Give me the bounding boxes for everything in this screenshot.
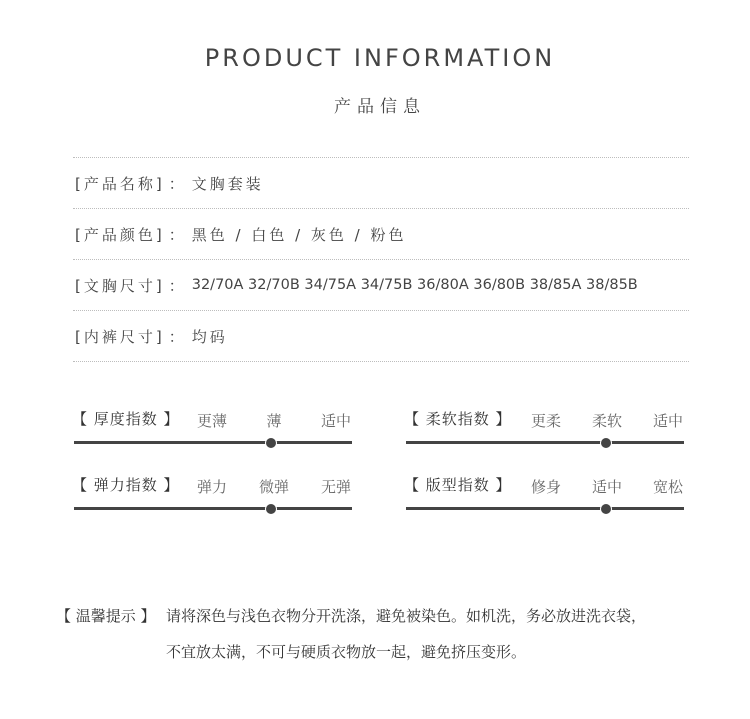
gauge-track (74, 507, 352, 510)
title-chinese: 产品信息 (334, 97, 426, 117)
gauge-marker (600, 437, 612, 449)
info-value: 黑色 / 白色 / 灰色 / 粉色 (191, 225, 407, 244)
gauge-option: 修身 (530, 478, 562, 496)
info-row-bra-size (73, 259, 689, 310)
gauge-label: 【 版型指数 】 (404, 476, 512, 494)
info-label: [文胸尺寸] (75, 276, 165, 295)
info-row-name (73, 157, 689, 208)
notice-label: 【 温馨提示 】 (56, 607, 156, 625)
gauge-fit (404, 474, 684, 534)
gauge-label: 【 厚度指数 】 (72, 410, 180, 428)
notice-line-1: 请将深色与浅色衣物分开洗涤，避免被染色。如机洗，务必放进洗衣袋， (166, 607, 647, 625)
notice-line-2: 不宜放太满，不可与硬质衣物放一起，避免挤压变形。 (166, 643, 527, 661)
info-colon: ： (168, 174, 184, 193)
gauge-option: 无弹 (320, 478, 352, 496)
gauge-option: 宽松 (652, 478, 684, 496)
gauge-marker (265, 437, 277, 449)
info-value: 均码 (191, 327, 228, 346)
notice-text (166, 598, 726, 670)
gauge-option: 适中 (320, 412, 352, 430)
gauge-option: 微弹 (258, 478, 290, 496)
title-english: PRODUCT INFORMATION (204, 44, 556, 72)
info-label: [产品名称] (75, 174, 165, 193)
gauge-option: 柔软 (591, 412, 623, 430)
gauge-option: 更柔 (530, 412, 562, 430)
gauge-label: 【 弹力指数 】 (72, 476, 180, 494)
gauge-marker (600, 503, 612, 515)
gauge-label: 【 柔软指数 】 (404, 410, 512, 428)
info-value: 文胸套装 (191, 174, 264, 193)
info-label: [内裤尺寸] (75, 327, 165, 346)
gauge-option: 适中 (591, 478, 623, 496)
gauge-softness (404, 408, 684, 468)
info-colon: ： (168, 276, 184, 295)
gauge-option: 更薄 (196, 412, 228, 430)
gauge-option: 薄 (266, 412, 282, 430)
gauge-track (406, 507, 684, 510)
info-colon: ： (168, 225, 184, 244)
gauge-thickness (72, 408, 352, 468)
info-colon: ： (168, 327, 184, 346)
info-value: 32/70A 32/70B 34/75A 34/75B 36/80A 36/80B 38/85A 38/85B (191, 277, 638, 293)
gauge-marker (265, 503, 277, 515)
info-row-color (73, 208, 689, 259)
gauge-track (74, 441, 352, 444)
gauge-elasticity (72, 474, 352, 534)
gauge-track (406, 441, 684, 444)
gauge-option: 弹力 (196, 478, 228, 496)
product-info-table (73, 157, 689, 362)
info-row-brief-size (73, 310, 689, 362)
info-label: [产品颜色] (75, 225, 165, 244)
gauge-option: 适中 (652, 412, 684, 430)
